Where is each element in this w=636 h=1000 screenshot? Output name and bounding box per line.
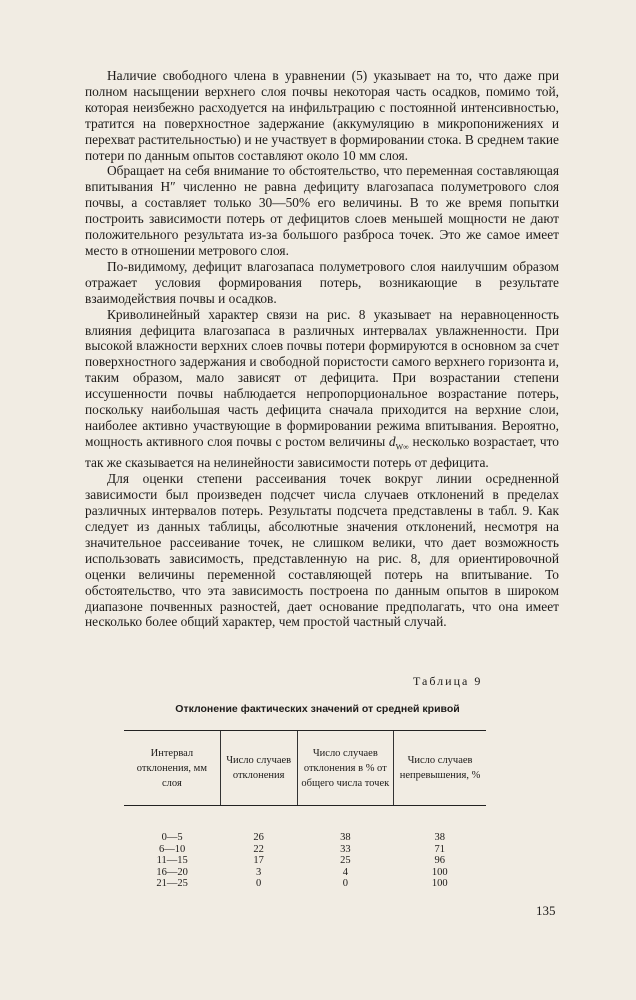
table-cell: 38: [340, 832, 351, 843]
paragraph-3: По-видимому, дефицит влагозапаса полуметрового слоя наилучшим образом отражает условия формирования потерь, возникающие в результате взаимодействия почвы и осадков.: [85, 258, 559, 306]
table-cell: 33: [340, 843, 351, 855]
table-header-row: [124, 731, 486, 806]
paragraph-5: Для оценки степени рассеивания точек вокруг линии осредненной зависимости был произведен подсчет числа случаев отклонений в пределах различных интервалов потерь. Результаты подсчета представлены в табл. 9. Как следует из данных таблицы, абсолютные значения отклонений, несмотря на значительное рассеивание точек, не слишком велики, что дает возможность использовать зависимость, представленную на рис. 8, для ориентировочной оценки величины переменной составляющей потерь на впитывание. То обстоятельство, что эта зависимость построена по данным опытов в широком диапазоне почвенных разностей, дает основание предполагать, что она имеет несколько более общий характер, чем простой частный случай.: [85, 471, 559, 630]
table-cell: 16—20: [156, 866, 188, 878]
header-nonexceed: Число случаев непревышения, %: [394, 731, 486, 806]
table-cell: 22: [253, 843, 264, 855]
body-text: [85, 68, 559, 630]
header-percent: Число случаев отклонения в % от общего числа точек: [297, 731, 394, 806]
table-cell: 25: [340, 855, 351, 866]
table-cell: 100: [431, 866, 448, 878]
paragraph-2: Обращает на себя внимание то обстоятельство, что переменная составляющая впитывания H″ численно не равна дефициту влагозапаса полуметрового слоя почвы, а составляет только 30—50% его величины. В то же время попытки построить зависимости потерь от дефицитов слоев меньшей мощности не дают положительного результата из-за большого разброса точек. Это же самое имеет место в отношении метрового слоя.: [85, 163, 559, 258]
table-row: [124, 855, 486, 867]
table-cell: 100: [431, 878, 448, 889]
table-cell: 0: [342, 878, 348, 889]
table-cell: 71: [434, 843, 446, 855]
table-title: Отклонение фактических значений от средней кривой: [175, 703, 460, 715]
table-cell: 17: [253, 855, 264, 866]
table-cell: 6—10: [159, 843, 186, 855]
table-cell: 26: [253, 832, 264, 843]
variable-subscript: W∞: [395, 442, 409, 452]
paragraph-4-part-2: несколько возрастает, что так же сказывается на нелинейности зависимости потерь от дефицита.: [85, 433, 559, 471]
table-row: [124, 844, 486, 856]
table-cell: 38: [434, 832, 446, 843]
page-number: 135: [536, 903, 556, 918]
paragraph-4-part-1: Криволинейный характер связи на рис. 8 указывает на неравноценность влияния дефицита влагозапаса в различных интервалах увлажненности. При высокой влажности верхних слоев почвы потери формируются в основном за счет поверхностного задержания и свободной пористости самого верхнего горизонта и, таким образом, мало зависят от дефицита. При возрастании степени иссушенности почвы наблюдается непропорциональное возрастание потерь, поскольку наибольшая часть дефицита сначала приходится на верхние слои, наиболее активно участвующие в формировании режима впитывания. Вероятно, мощность активного слоя почвы с ростом величины: [85, 306, 559, 449]
header-count: Число случаев отклонения: [220, 731, 297, 806]
paragraph-1: Наличие свободного члена в уравнении (5) указывает на то, что даже при полном насыщении верхнего слоя почвы некоторая часть осадков, помимо той, которая неизбежно расходуется на инфильтрацию с постоянной интенсивностью, тратится на поверхностное задержание (аккумуляцию в микропонижениях и перехват растительностью) и не участвует в формировании стока. В среднем такие потери по данным опытов составляют около 10 мм слоя.: [85, 68, 559, 163]
header-interval: Интервал отклонения, мм слоя: [124, 731, 220, 806]
table-cell: 96: [434, 855, 446, 866]
deviation-table: [124, 730, 486, 890]
table-row: [124, 867, 486, 879]
table-cell: 4: [342, 866, 348, 878]
variable-d: d: [388, 433, 396, 449]
table-cell: 0—5: [161, 832, 183, 843]
paragraph-4: [85, 307, 559, 472]
table-row: [124, 878, 486, 890]
table-label: Таблица 9: [413, 674, 483, 688]
table-cell: 11—15: [156, 855, 188, 866]
table-row: [124, 806, 486, 844]
table-cell: 3: [256, 866, 262, 878]
table-cell: 21—25: [156, 878, 188, 889]
table-cell: 0: [256, 878, 262, 889]
